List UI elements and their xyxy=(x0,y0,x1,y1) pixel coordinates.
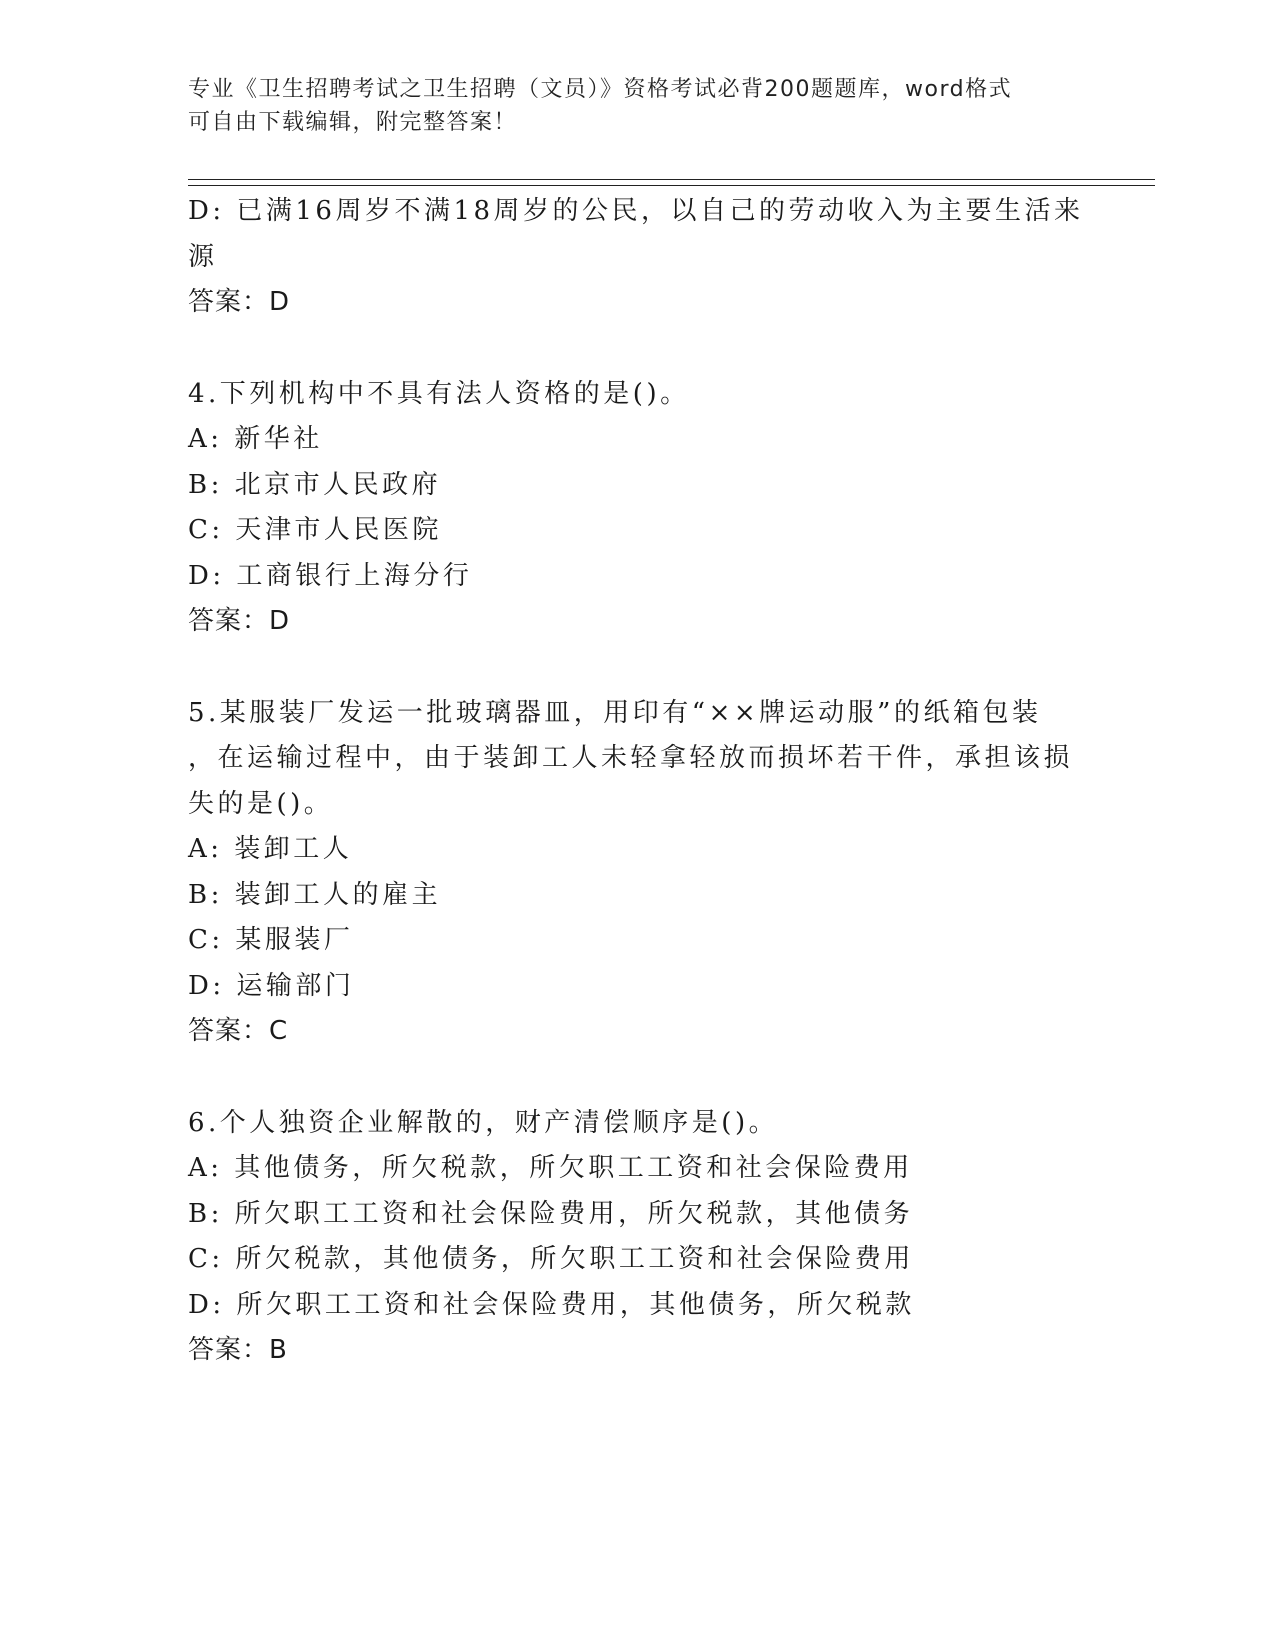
answer: 答案：D xyxy=(188,287,291,317)
option-c: C: 天津市人民医院 xyxy=(188,515,442,545)
answer: 答案：C xyxy=(188,1016,289,1046)
header-title-line-2: 可自由下载编辑，附完整答案！ xyxy=(188,110,518,135)
option-d-line-2: 源 xyxy=(188,241,218,272)
option-d: D: 运输部门 xyxy=(188,970,355,1001)
question-stem-line-3: 失的是()。 xyxy=(188,788,334,819)
option-b: B: 北京市人民政府 xyxy=(188,469,442,500)
question-3 xyxy=(188,189,1088,326)
question-content xyxy=(188,189,1088,1374)
spacer xyxy=(188,645,1088,691)
question-4 xyxy=(188,372,1088,645)
spacer xyxy=(188,326,1088,372)
option-b: B: 装卸工人的雇主 xyxy=(188,879,442,910)
header-title-line-1: 专业《卫生招聘考试之卫生招聘（文员）》资格考试必背200题题库，word格式 xyxy=(188,77,1013,102)
question-stem-line-2: ，在运输过程中，由于装卸工人未轻拿轻放而损坏若干件，承担该损 xyxy=(188,743,1074,773)
answer: 答案：B xyxy=(188,1335,288,1365)
question-stem-line-1: 5.某服装厂发运一批玻璃器皿，用印有“××牌运动服”的纸箱包装 xyxy=(188,697,1042,728)
option-b: B: 所欠职工工资和社会保险费用，所欠税款，其他债务 xyxy=(188,1198,914,1229)
question-5 xyxy=(188,691,1088,1055)
option-a: A: 其他债务，所欠税款，所欠职工工资和社会保险费用 xyxy=(188,1153,913,1183)
question-stem: 4.下列机构中不具有法人资格的是()。 xyxy=(188,378,690,409)
option-d: D: 所欠职工工资和社会保险费用，其他债务，所欠税款 xyxy=(188,1289,915,1320)
spacer xyxy=(188,1055,1088,1101)
option-a: A: 装卸工人 xyxy=(188,834,353,864)
option-c: C: 某服装厂 xyxy=(188,925,354,955)
question-stem: 6.个人独资企业解散的，财产清偿顺序是()。 xyxy=(188,1107,779,1138)
document-header xyxy=(188,73,1068,139)
header-divider xyxy=(188,179,1155,186)
question-6 xyxy=(188,1101,1088,1374)
option-d: D: 工商银行上海分行 xyxy=(188,560,473,591)
answer: 答案：D xyxy=(188,606,291,636)
option-a: A: 新华社 xyxy=(188,424,323,454)
option-d-line-1: D: 已满16周岁不满18周岁的公民，以自己的劳动收入为主要生活来 xyxy=(188,196,1084,226)
option-c: C: 所欠税款，其他债务，所欠职工工资和社会保险费用 xyxy=(188,1244,914,1274)
